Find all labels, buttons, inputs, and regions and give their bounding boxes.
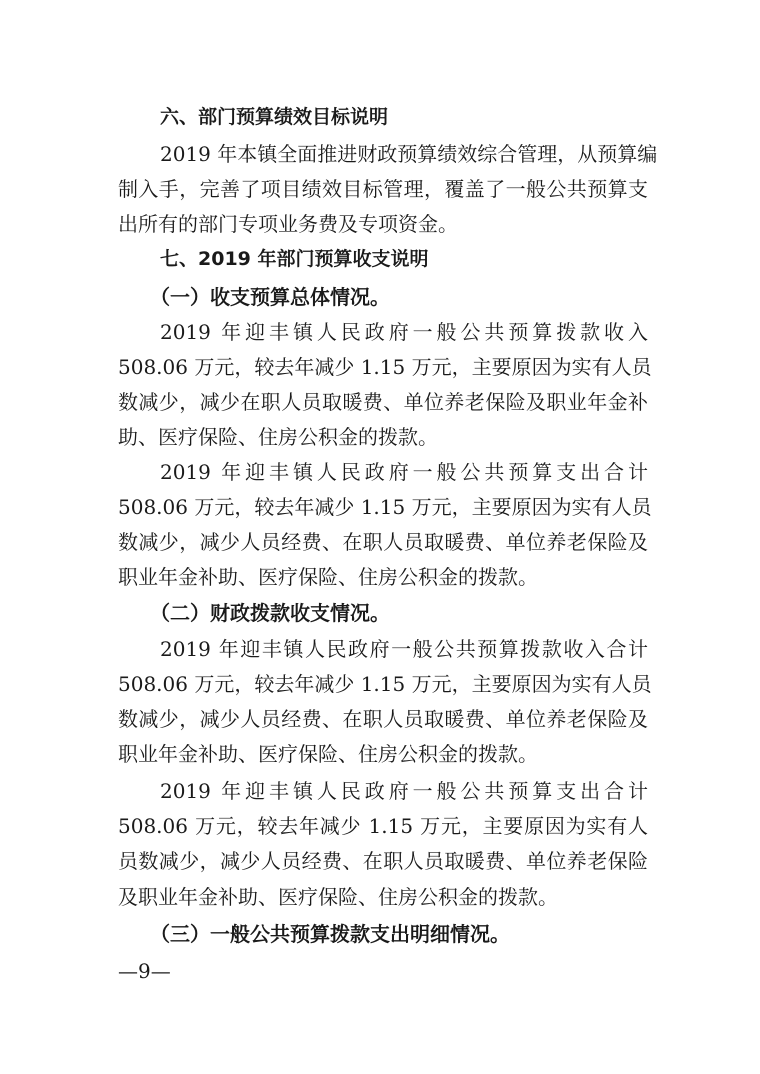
paragraph-line: 职业年金补助、医疗保险、住房公积金的拨款。 — [118, 742, 538, 766]
page-number: —9— — [118, 959, 171, 983]
paragraph-line: 助、医疗保险、住房公积金的拨款。 — [118, 425, 438, 449]
paragraph-line: 2019 年迎丰镇人民政府一般公共预算拨款收入合计 — [160, 637, 648, 661]
paragraph-line: 2019 年迎丰镇人民政府一般公共预算拨款收入 — [160, 320, 648, 344]
paragraph-line: 2019 年本镇全面推进财政预算绩效综合管理，从预算编 — [160, 142, 658, 166]
paragraph-line: 数减少，减少人员经费、在职人员取暖费、单位养老保险及 — [118, 530, 648, 554]
subsection-3-heading: （三）一般公共预算拨款支出明细情况。 — [150, 922, 510, 946]
section-7-heading: 七、2019 年部门预算收支说明 — [160, 248, 429, 270]
paragraph-line: 数减少，减少在职人员取暖费、单位养老保险及职业年金补 — [118, 390, 648, 414]
section-6-heading: 六、部门预算绩效目标说明 — [160, 106, 389, 128]
paragraph-line: 2019 年迎丰镇人民政府一般公共预算支出合计 — [160, 779, 648, 803]
paragraph-line: 出所有的部门专项业务费及专项资金。 — [118, 212, 458, 236]
paragraph-line: 508.06 万元，较去年减少 1.15 万元，主要原因为实有人员 — [118, 672, 652, 696]
subsection-2-heading: （二）财政拨款收支情况。 — [150, 601, 390, 625]
paragraph-line: 员数减少，减少人员经费、在职人员取暖费、单位养老保险 — [118, 849, 648, 873]
paragraph-line: 508.06 万元，较去年减少 1.15 万元，主要原因为实有人 — [118, 814, 648, 838]
paragraph-line: 508.06 万元，较去年减少 1.15 万元，主要原因为实有人员 — [118, 495, 652, 519]
subsection-1-heading: （一）收支预算总体情况。 — [150, 285, 390, 309]
paragraph-line: 508.06 万元，较去年减少 1.15 万元，主要原因为实有人员 — [118, 355, 652, 379]
paragraph-line: 及职业年金补助、医疗保险、住房公积金的拨款。 — [118, 885, 558, 909]
paragraph-line: 数减少，减少人员经费、在职人员取暖费、单位养老保险及 — [118, 707, 648, 731]
paragraph-line: 职业年金补助、医疗保险、住房公积金的拨款。 — [118, 565, 538, 589]
paragraph-line: 2019 年迎丰镇人民政府一般公共预算支出合计 — [160, 460, 648, 484]
paragraph-line: 制入手，完善了项目绩效目标管理，覆盖了一般公共预算支 — [118, 177, 648, 201]
